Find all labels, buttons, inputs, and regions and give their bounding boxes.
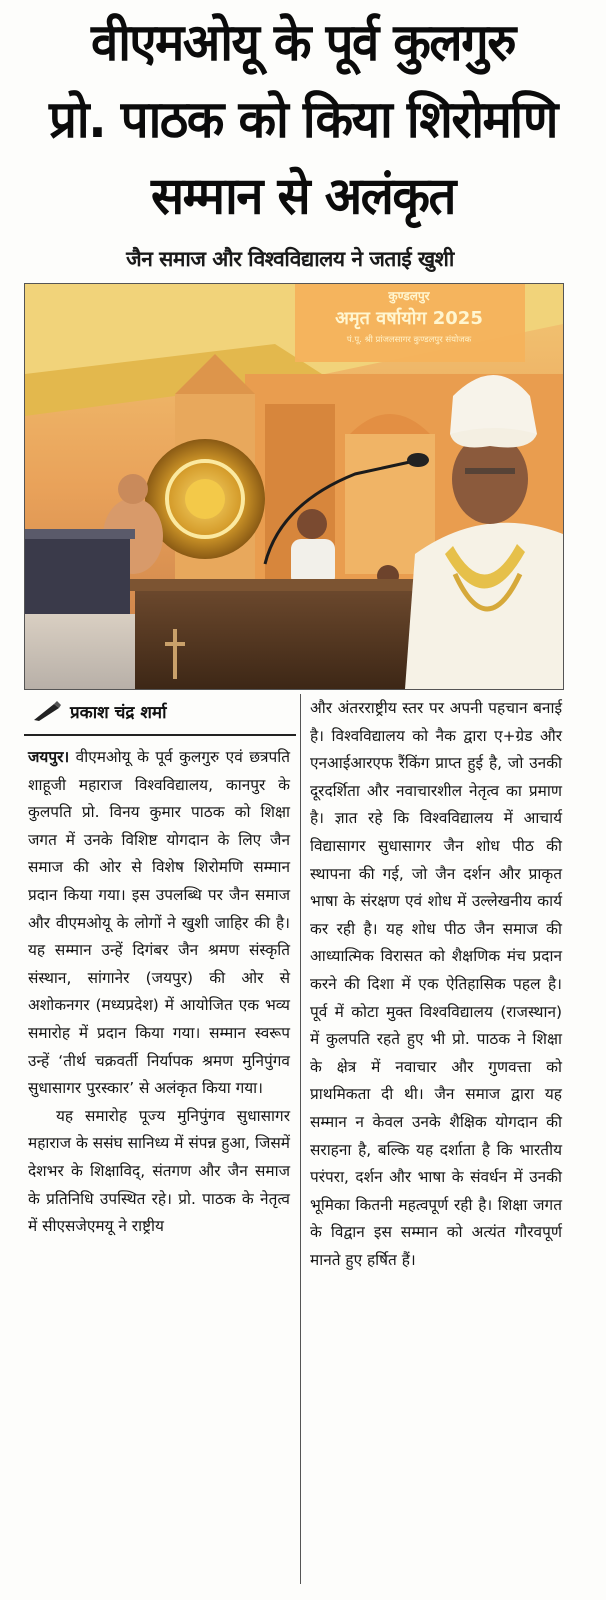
banner-text-3: पं.पू. श्री प्रांजलसागर कुण्डलपुर संयोजक (346, 335, 472, 345)
article-column-1 (28, 744, 290, 1241)
subheadline: जैन समाज और विश्वविद्यालय ने जताई खुशी (126, 247, 454, 271)
headline-line-2: प्रो. पाठक को किया शिरोमणि (49, 89, 557, 150)
headline (14, 5, 592, 235)
column-divider (300, 694, 301, 1584)
banner-text-1: कुण्डलपुर (388, 289, 430, 303)
headline-line-1: वीएमओयू के पूर्व कुलगुरु (90, 12, 515, 73)
article-paragraph-2: यह समारोह पूज्य मुनिपुंगव सुधासागर महाराज के ससंघ सानिध्य में संपन्न हुआ, जिसमें देशभर के शिक्षाविद्, संतगण और जैन समाज के प्रतिनिधि उपस्थित रहे। प्रो. पाठक के नेतृत्व में सीएसजेएमयू ने राष्ट्रीय (28, 1106, 290, 1236)
pen-icon (32, 700, 62, 722)
article-paragraph-1 (28, 744, 290, 1103)
news-photo (24, 283, 564, 690)
article-column-2 (310, 695, 562, 1274)
article-paragraph-3: और अंतरराष्ट्रीय स्तर पर अपनी पहचान बनाई है। विश्वविद्यालय को नैक द्वारा ए+ग्रेड और एनआईआरएफ रैंकिंग प्राप्त हुई है, जो उनकी दूरदर्शिता और नवाचारशील नेतृत्व का प्रमाण है। ज्ञात रहे कि विश्वविद्यालय में आचार्य विद्यासागर सुधासागर जैन शोध पीठ की स्थापना की गई, जो जैन दर्शन और प्राकृत भाषा के संरक्षण एवं शोध में उल्लेखनीय कार्य कर रही है। यह शोध पीठ जैन समाज की आध्यात्मिक विरासत को शैक्षणिक मंच प्रदान करने की दिशा में एक ऐतिहासिक पहल है। पूर्व में कोटा मुक्त विश्वविद्यालय (राजस्थान) में कुलपति रहते हुए भी प्रो. पाठक ने शिक्षा के क्षेत्र में नवाचार और गुणवत्ता को प्राथमिकता दी थी। जैन समाज द्वारा यह सम्मान न केवल उनके शैक्षिक योगदान की सराहना है, बल्कि यह दर्शाता है कि भारतीय परंपरा, दर्शन और भाषा के संवर्धन में उनकी भूमिका कितनी महत्वपूर्ण रही है। शिक्षा जगत के विद्वान इस सम्मान को अत्यंत गौरवपूर्ण मानते हुए हर्षित हैं। (310, 699, 562, 1269)
headline-line-3: सम्मान से अलंकृत (151, 166, 455, 227)
byline-rule (24, 734, 296, 736)
paragraph-1-text: वीएमओयू के पूर्व कुलगुरु एवं छत्रपति शाहूजी महाराज विश्वविद्यालय, कानपुर के कुलपति प्रो. विनय कुमार पाठक को शिक्षा जगत में उनके विशिष्ट योगदान के लिए जैन समाज की ओर से विशेष शिरोमणि सम्मान प्रदान किया गया। इस उपलब्धि पर जैन समाज और वीएमओयू के लोगों ने खुशी जाहिर की है। यह सम्मान उन्हें दिगंबर जैन श्रमण संस्कृति संस्थान, सांगानेर (जयपुर) की ओर से अशोकनगर (मध्यप्रदेश) में आयोजित एक भव्य समारोह में प्रदान किया गया। सम्मान स्वरूप उन्हें ‘तीर्थ चक्रवर्ती निर्यापक श्रमण मुनिपुंगव सुधासागर पुरस्कार’ से अलंकृत किया गया। (28, 748, 290, 1098)
byline-author: प्रकाश चंद्र शर्मा (70, 703, 167, 723)
banner-text-2: अमृत वर्षायोग 2025 (335, 308, 483, 329)
ceremony-photo-illustration (25, 284, 563, 689)
byline-area (24, 692, 296, 730)
dateline: जयपुर। (28, 748, 70, 766)
